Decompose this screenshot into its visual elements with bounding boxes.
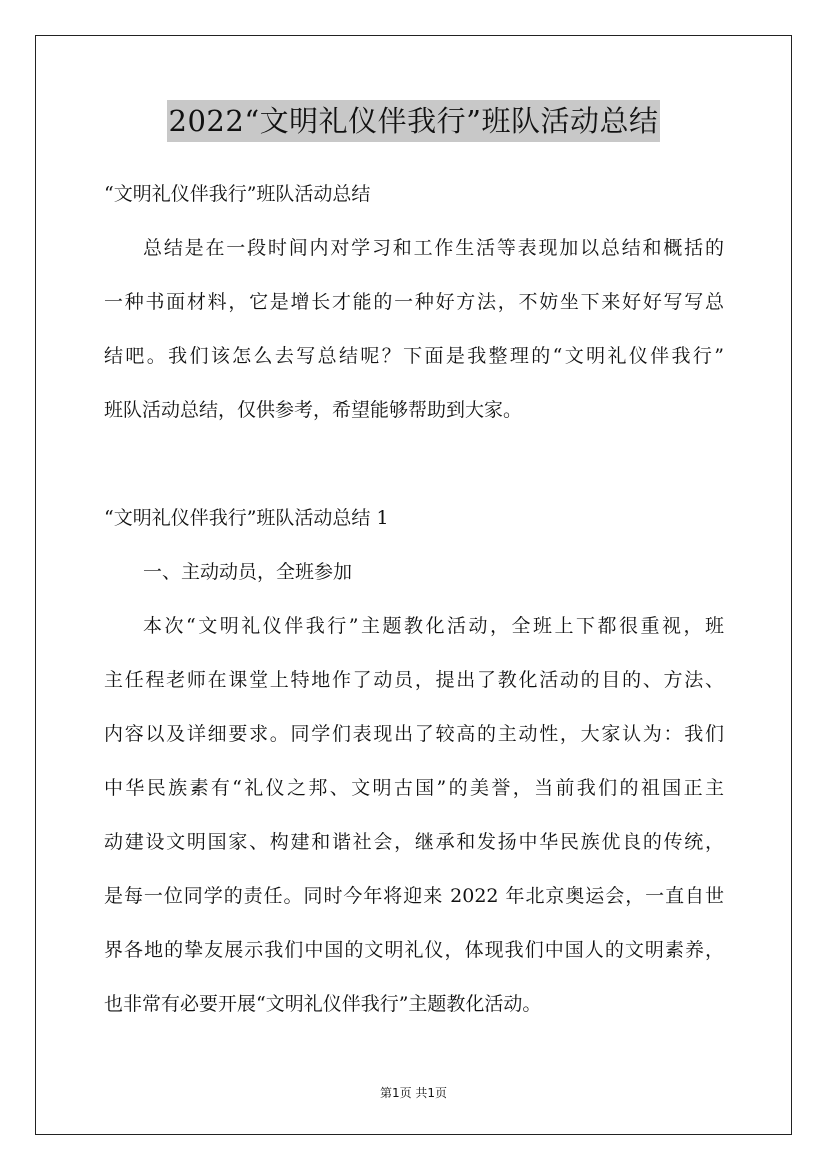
section-title: “文明礼仪伴我行”班队活动总结 1 <box>104 507 389 529</box>
body-line-4: 中华民族素有“礼仪之邦、文明古国”的美誉，当前我们的祖国正主 <box>104 777 724 799</box>
page-footer: 第1页 共1页 <box>379 1086 448 1100</box>
document-title: 2022“文明礼仪伴我行”班队活动总结 <box>167 100 661 142</box>
title-container <box>0 100 827 142</box>
body-line-1: 本次“文明礼仪伴我行”主题教化活动，全班上下都很重视，班 <box>143 615 724 637</box>
intro-line-4: 班队活动总结，仅供参考，希望能够帮助到大家。 <box>104 399 523 421</box>
body-line-8: 也非常有必要开展“文明礼仪伴我行”主题教化活动。 <box>104 993 542 1015</box>
intro-line-1: 总结是在一段时间内对学习和工作生活等表现加以总结和概括的 <box>143 237 724 259</box>
body-line-6: 是每一位同学的责任。同时今年将迎来 2022 年北京奥运会，一直自世 <box>104 885 724 907</box>
body-line-2: 主任程老师在课堂上特地作了动员，提出了教化活动的目的、方法、 <box>104 669 724 691</box>
intro-line-3: 结吧。我们该怎么去写总结呢？下面是我整理的“文明礼仪伴我行” <box>104 345 724 367</box>
intro-line-2: 一种书面材料，它是增长才能的一种好方法，不妨坐下来好好写写总 <box>104 291 724 313</box>
body-line-5: 动建设文明国家、构建和谐社会，继承和发扬中华民族优良的传统， <box>104 831 724 853</box>
body-line-7: 界各地的挚友展示我们中国的文明礼仪，体现我们中国人的文明素养， <box>104 939 724 961</box>
subtitle: “文明礼仪伴我行”班队活动总结 <box>104 183 371 205</box>
section-heading: 一、主动动员，全班参加 <box>143 561 353 583</box>
body-line-3: 内容以及详细要求。同学们表现出了较高的主动性，大家认为：我们 <box>104 723 724 745</box>
